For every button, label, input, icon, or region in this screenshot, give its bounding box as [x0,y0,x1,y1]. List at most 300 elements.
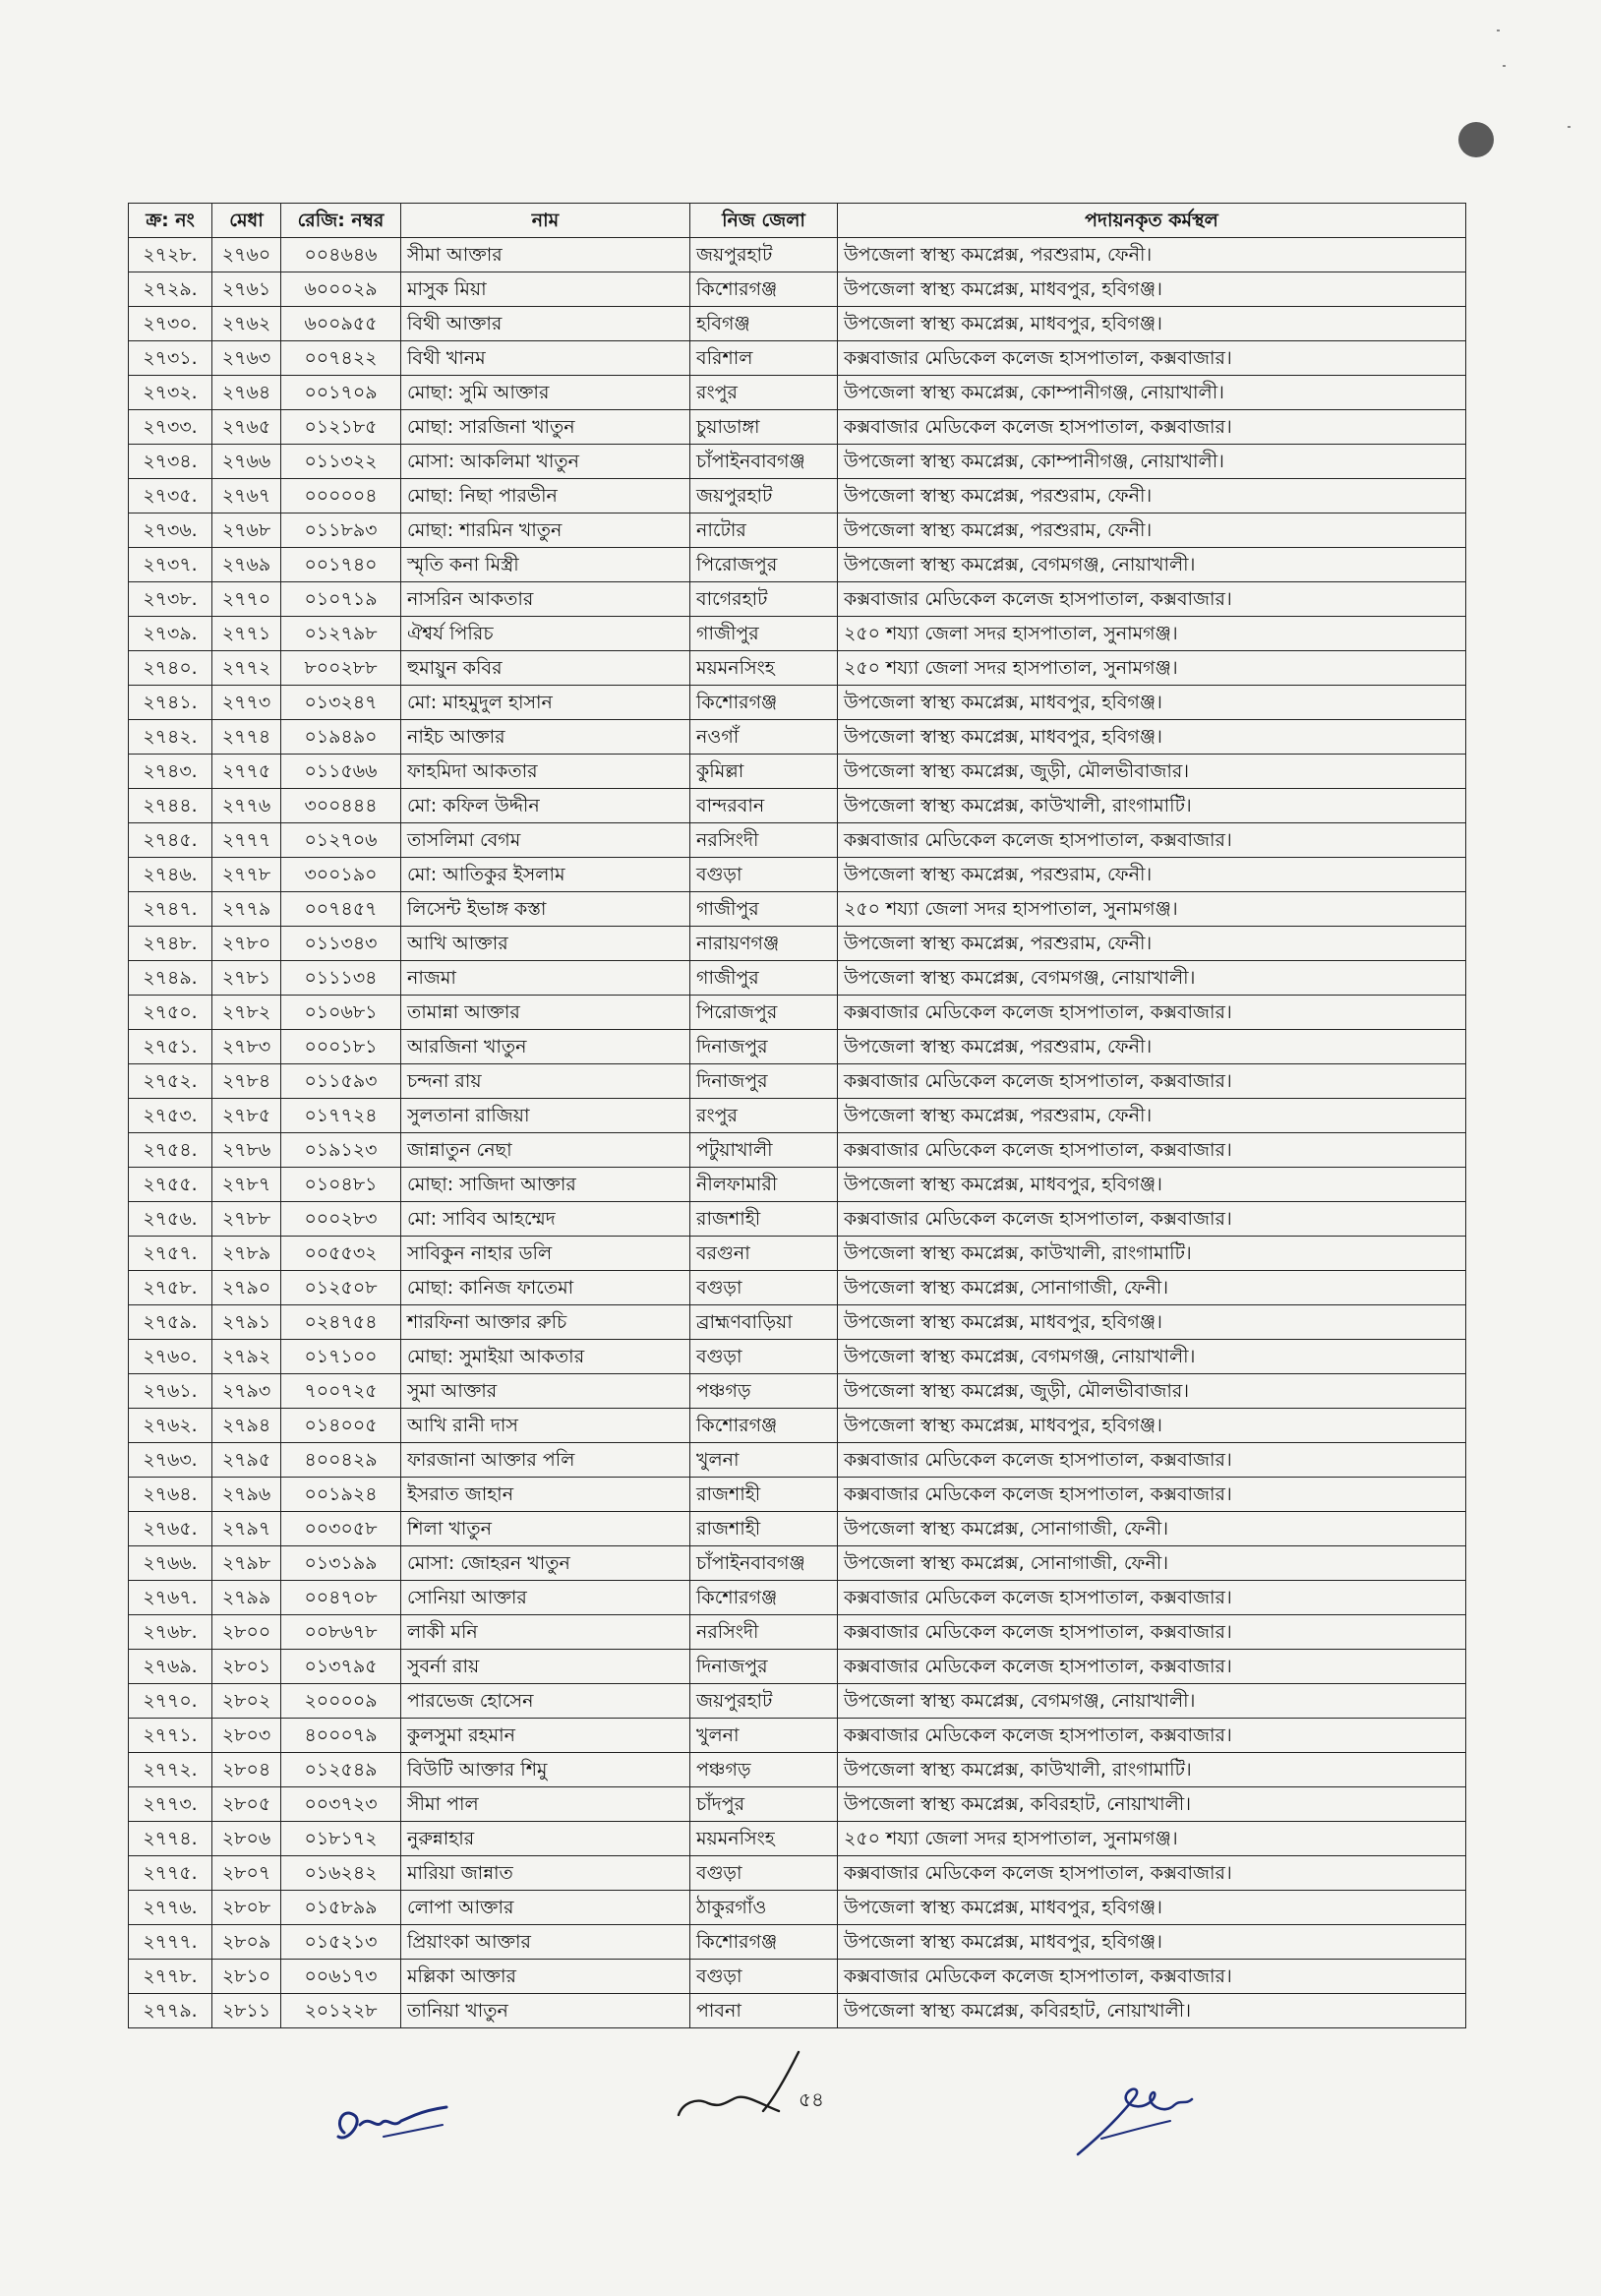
cell-reg-number: ০০৮৬৭৮ [281,1615,401,1650]
cell-home-district: গাজীপুর [690,617,838,651]
cell-name: স্মৃতি কনা মিস্ত্রী [401,548,690,582]
table-row [129,1512,1466,1546]
cell-home-district: রাজশাহী [690,1512,838,1546]
cell-merit: ২৭৯১ [212,1305,281,1340]
cell-name: ঐশ্বর্য পিরিচ [401,617,690,651]
page-number: ৫৪ [799,2087,824,2111]
cell-name: বিথী আক্তার [401,307,690,341]
cell-merit: ২৭৮৭ [212,1168,281,1202]
cell-name: সুমা আক্তার [401,1374,690,1409]
cell-name: মল্লিকা আক্তার [401,1960,690,1994]
cell-serial: ২৭২৮. [129,238,212,272]
cell-home-district: বগুড়া [690,1960,838,1994]
cell-reg-number: ৬০০৯৫৫ [281,307,401,341]
cell-reg-number: ০১১৫৯৩ [281,1064,401,1099]
cell-home-district: ময়মনসিংহ [690,1822,838,1856]
cell-reg-number: ০১২১৮৫ [281,410,401,445]
cell-reg-number: ০১২৫৪৯ [281,1753,401,1787]
cell-merit: ২৮০৪ [212,1753,281,1787]
cell-posted-workplace: কক্সবাজার মেডিকেল কলেজ হাসপাতাল, কক্সবাজার। [838,823,1466,858]
cell-merit: ২৭৬৫ [212,410,281,445]
cell-reg-number: ০১২৭০৬ [281,823,401,858]
cell-serial: ২৭৩৮. [129,582,212,617]
cell-reg-number: ০১৫২১৩ [281,1925,401,1960]
cell-posted-workplace: উপজেলা স্বাস্থ্য কমপ্লেক্স, বেগমগঞ্জ, নোয়াখালী। [838,1684,1466,1719]
cell-merit: ২৮০৯ [212,1925,281,1960]
cell-name: ইসরাত জাহান [401,1478,690,1512]
cell-serial: ২৭৩৩. [129,410,212,445]
cell-posted-workplace: কক্সবাজার মেডিকেল কলেজ হাসপাতাল, কক্সবাজার। [838,996,1466,1030]
table-row [129,651,1466,686]
cell-name: মারিয়া জান্নাত [401,1856,690,1891]
cell-posted-workplace: উপজেলা স্বাস্থ্য কমপ্লেক্স, পরশুরাম, ফেনী। [838,858,1466,892]
cell-merit: ২৭৯৪ [212,1409,281,1443]
cell-name: প্রিয়াংকা আক্তার [401,1925,690,1960]
cell-reg-number: ০০৩০৫৮ [281,1512,401,1546]
cell-serial: ২৭৬৭. [129,1581,212,1615]
header-merit: মেধা [212,204,281,238]
cell-home-district: খুলনা [690,1719,838,1753]
cell-posted-workplace: উপজেলা স্বাস্থ্য কমপ্লেক্স, সোনাগাজী, ফেনী। [838,1271,1466,1305]
cell-reg-number: ০০১৯২৪ [281,1478,401,1512]
table-row [129,789,1466,823]
cell-merit: ২৭৬৬ [212,445,281,479]
scan-speck [1497,30,1500,31]
table-row [129,341,1466,376]
cell-name: মোছা: কানিজ ফাতেমা [401,1271,690,1305]
cell-posted-workplace: উপজেলা স্বাস্থ্য কমপ্লেক্স, মাধবপুর, হবিগঞ্জ। [838,272,1466,307]
cell-merit: ২৭৯৯ [212,1581,281,1615]
table-row [129,1787,1466,1822]
cell-merit: ২৭৭৬ [212,789,281,823]
cell-serial: ২৭৪৫. [129,823,212,858]
cell-posted-workplace: উপজেলা স্বাস্থ্য কমপ্লেক্স, বেগমগঞ্জ, নোয়াখালী। [838,1340,1466,1374]
cell-merit: ২৭৮৯ [212,1237,281,1271]
table-row [129,1478,1466,1512]
table-row [129,1546,1466,1581]
cell-merit: ২৮০২ [212,1684,281,1719]
cell-home-district: জয়পুরহাট [690,238,838,272]
cell-home-district: হবিগঞ্জ [690,307,838,341]
cell-merit: ২৭৭৭ [212,823,281,858]
table-row [129,823,1466,858]
cell-posted-workplace: কক্সবাজার মেডিকেল কলেজ হাসপাতাল, কক্সবাজার। [838,1719,1466,1753]
punch-hole [1458,122,1494,157]
cell-reg-number: ০০৪৭০৮ [281,1581,401,1615]
cell-name: মোছা: সারজিনা খাতুন [401,410,690,445]
cell-home-district: রাজশাহী [690,1202,838,1237]
cell-reg-number: ৭০০৭২৫ [281,1374,401,1409]
cell-posted-workplace: কক্সবাজার মেডিকেল কলেজ হাসপাতাল, কক্সবাজার। [838,1443,1466,1478]
cell-name: কুলসুমা রহমান [401,1719,690,1753]
cell-posted-workplace: উপজেলা স্বাস্থ্য কমপ্লেক্স, মাধবপুর, হবিগঞ্জ। [838,1168,1466,1202]
cell-home-district: নাটোর [690,514,838,548]
cell-name: মোছা: নিছা পারভীন [401,479,690,514]
cell-serial: ২৭৭৪. [129,1822,212,1856]
cell-reg-number: ০০৭৪২২ [281,341,401,376]
cell-merit: ২৭৭৫ [212,755,281,789]
cell-reg-number: ০০১৭৪০ [281,548,401,582]
cell-reg-number: ৩০০৪৪৪ [281,789,401,823]
cell-name: মো: আতিকুর ইসলাম [401,858,690,892]
cell-posted-workplace: উপজেলা স্বাস্থ্য কমপ্লেক্স, কাউখালী, রাংগামাটি। [838,1237,1466,1271]
table-row [129,1271,1466,1305]
cell-home-district: পটুয়াখালী [690,1133,838,1168]
cell-home-district: গাজীপুর [690,892,838,927]
cell-merit: ২৭৮৮ [212,1202,281,1237]
cell-home-district: দিনাজপুর [690,1030,838,1064]
signature-middle [669,2046,816,2145]
table-row [129,1064,1466,1099]
cell-home-district: বগুড়া [690,858,838,892]
cell-posted-workplace: উপজেলা স্বাস্থ্য কমপ্লেক্স, মাধবপুর, হবিগঞ্জ। [838,1891,1466,1925]
cell-reg-number: ০১২৭৯৮ [281,617,401,651]
table-row [129,1340,1466,1374]
cell-home-district: পিরোজপুর [690,548,838,582]
cell-serial: ২৭৬৫. [129,1512,212,1546]
cell-serial: ২৭৭৩. [129,1787,212,1822]
header-row [129,204,1466,238]
cell-posted-workplace: উপজেলা স্বাস্থ্য কমপ্লেক্স, কোম্পানীগঞ্জ, নোয়াখালী। [838,376,1466,410]
cell-name: ফারজানা আক্তার পলি [401,1443,690,1478]
cell-merit: ২৭৮৩ [212,1030,281,1064]
cell-serial: ২৭৪৯. [129,961,212,996]
cell-serial: ২৭৩১. [129,341,212,376]
cell-home-district: কিশোরগঞ্জ [690,272,838,307]
header-serial: ক্র: নং [129,204,212,238]
cell-merit: ২৭৭২ [212,651,281,686]
cell-posted-workplace: উপজেলা স্বাস্থ্য কমপ্লেক্স, জুড়ী, মৌলভীবাজার। [838,1374,1466,1409]
cell-posted-workplace: ২৫০ শয্যা জেলা সদর হাসপাতাল, সুনামগঞ্জ। [838,1822,1466,1856]
header-posted-workplace: পদায়নকৃত কর্মস্থল [838,204,1466,238]
cell-serial: ২৭৫৮. [129,1271,212,1305]
signature-left [325,2085,462,2164]
cell-posted-workplace: উপজেলা স্বাস্থ্য কমপ্লেক্স, পরশুরাম, ফেনী। [838,927,1466,961]
cell-home-district: নীলফামারী [690,1168,838,1202]
cell-serial: ২৭৩২. [129,376,212,410]
cell-posted-workplace: উপজেলা স্বাস্থ্য কমপ্লেক্স, কাউখালী, রাংগামাটি। [838,789,1466,823]
cell-home-district: নারায়ণগঞ্জ [690,927,838,961]
cell-posted-workplace: উপজেলা স্বাস্থ্য কমপ্লেক্স, পরশুরাম, ফেনী। [838,514,1466,548]
cell-reg-number: ০১১৮৯৩ [281,514,401,548]
table-row [129,1237,1466,1271]
table-row [129,582,1466,617]
cell-merit: ২৭৬২ [212,307,281,341]
cell-posted-workplace: উপজেলা স্বাস্থ্য কমপ্লেক্স, মাধবপুর, হবিগঞ্জ। [838,1409,1466,1443]
cell-posted-workplace: উপজেলা স্বাস্থ্য কমপ্লেক্স, পরশুরাম, ফেনী। [838,1099,1466,1133]
cell-reg-number: ০১৩১৯৯ [281,1546,401,1581]
cell-reg-number: ০০১৭০৯ [281,376,401,410]
cell-posted-workplace: কক্সবাজার মেডিকেল কলেজ হাসপাতাল, কক্সবাজার। [838,1960,1466,1994]
cell-name: শিলা খাতুন [401,1512,690,1546]
cell-home-district: নরসিংদী [690,1615,838,1650]
cell-posted-workplace: উপজেলা স্বাস্থ্য কমপ্লেক্স, সোনাগাজী, ফেনী। [838,1546,1466,1581]
cell-serial: ২৭৪৬. [129,858,212,892]
cell-home-district: বগুড়া [690,1340,838,1374]
cell-reg-number: ৩০০১৯০ [281,858,401,892]
table-row [129,445,1466,479]
cell-merit: ২৭৯৫ [212,1443,281,1478]
cell-serial: ২৭৫৭. [129,1237,212,1271]
cell-posted-workplace: উপজেলা স্বাস্থ্য কমপ্লেক্স, পরশুরাম, ফেনী। [838,238,1466,272]
cell-serial: ২৭৩৫. [129,479,212,514]
table-row [129,1615,1466,1650]
cell-reg-number: ০১২৫০৮ [281,1271,401,1305]
cell-home-district: চুয়াডাঙ্গা [690,410,838,445]
cell-name: তানিয়া খাতুন [401,1994,690,2028]
table-row [129,1960,1466,1994]
cell-name: সুবর্না রায় [401,1650,690,1684]
header-name: নাম [401,204,690,238]
cell-serial: ২৭৫৫. [129,1168,212,1202]
cell-merit: ২৭৮১ [212,961,281,996]
cell-posted-workplace: উপজেলা স্বাস্থ্য কমপ্লেক্স, পরশুরাম, ফেনী। [838,479,1466,514]
cell-home-district: পঞ্চগড় [690,1753,838,1787]
cell-merit: ২৭৬৪ [212,376,281,410]
cell-reg-number: ৪০০৪২৯ [281,1443,401,1478]
cell-name: লাকী মনি [401,1615,690,1650]
table-row [129,238,1466,272]
cell-merit: ২৮০৮ [212,1891,281,1925]
cell-merit: ২৭৭০ [212,582,281,617]
cell-serial: ২৭৩৯. [129,617,212,651]
cell-name: মো: সাবিব আহম্মেদ [401,1202,690,1237]
cell-reg-number: ০১৩৭৯৫ [281,1650,401,1684]
cell-reg-number: ০০০২৮৩ [281,1202,401,1237]
cell-home-district: দিনাজপুর [690,1650,838,1684]
cell-name: সোনিয়া আক্তার [401,1581,690,1615]
cell-merit: ২৭৭৮ [212,858,281,892]
cell-name: চন্দনা রায় [401,1064,690,1099]
cell-serial: ২৭৬০. [129,1340,212,1374]
cell-posted-workplace: কক্সবাজার মেডিকেল কলেজ হাসপাতাল, কক্সবাজার। [838,1202,1466,1237]
scan-speck [1568,126,1571,128]
cell-home-district: নওগাঁ [690,720,838,755]
table-row [129,996,1466,1030]
cell-home-district: বাগেরহাট [690,582,838,617]
cell-home-district: জয়পুরহাট [690,479,838,514]
cell-reg-number: ৮০০২৮৮ [281,651,401,686]
table-row [129,1684,1466,1719]
cell-reg-number: ০০৫৫৩২ [281,1237,401,1271]
table-row [129,617,1466,651]
cell-serial: ২৭৩৪. [129,445,212,479]
cell-home-district: কিশোরগঞ্জ [690,1409,838,1443]
cell-serial: ২৭৭৭. [129,1925,212,1960]
cell-name: লোপা আক্তার [401,1891,690,1925]
table-row [129,720,1466,755]
cell-home-district: বগুড়া [690,1271,838,1305]
cell-home-district: পিরোজপুর [690,996,838,1030]
cell-serial: ২৭৭২. [129,1753,212,1787]
cell-reg-number: ২০০০০৯ [281,1684,401,1719]
cell-reg-number: ০১৮১৭২ [281,1822,401,1856]
cell-serial: ২৭৩০. [129,307,212,341]
cell-home-district: নরসিংদী [690,823,838,858]
cell-reg-number: ০১১৩২২ [281,445,401,479]
cell-name: মোছা: সাজিদা আক্তার [401,1168,690,1202]
cell-home-district: পাবনা [690,1994,838,2028]
cell-merit: ২৮০৬ [212,1822,281,1856]
cell-serial: ২৭৬২. [129,1409,212,1443]
table-row [129,1822,1466,1856]
cell-serial: ২৭৪৩. [129,755,212,789]
cell-reg-number: ০০৩৭২৩ [281,1787,401,1822]
cell-merit: ২৭৬৯ [212,548,281,582]
cell-serial: ২৭৪৪. [129,789,212,823]
cell-merit: ২৭৮৫ [212,1099,281,1133]
cell-merit: ২৭৬৭ [212,479,281,514]
cell-merit: ২৭৯২ [212,1340,281,1374]
cell-serial: ২৭৬৬. [129,1546,212,1581]
table-row [129,755,1466,789]
cell-reg-number: ০০৬১৭৩ [281,1960,401,1994]
cell-serial: ২৭৬৪. [129,1478,212,1512]
cell-home-district: দিনাজপুর [690,1064,838,1099]
cell-serial: ২৭৬১. [129,1374,212,1409]
cell-posted-workplace: কক্সবাজার মেডিকেল কলেজ হাসপাতাল, কক্সবাজার। [838,1133,1466,1168]
cell-merit: ২৭৭৯ [212,892,281,927]
cell-name: সাবিকুন নাহার ডলি [401,1237,690,1271]
cell-posted-workplace: কক্সবাজার মেডিকেল কলেজ হাসপাতাল, কক্সবাজার। [838,410,1466,445]
posting-table [128,203,1466,2028]
table-row [129,1891,1466,1925]
cell-name: আখি রানী দাস [401,1409,690,1443]
cell-merit: ২৮০৫ [212,1787,281,1822]
table-row [129,1856,1466,1891]
cell-reg-number: ০১৪০০৫ [281,1409,401,1443]
scan-speck [1503,65,1506,67]
table-row [129,1030,1466,1064]
cell-name: মাসুক মিয়া [401,272,690,307]
cell-merit: ২৭৯৮ [212,1546,281,1581]
cell-posted-workplace: উপজেলা স্বাস্থ্য কমপ্লেক্স, কোম্পানীগঞ্জ, নোয়াখালী। [838,445,1466,479]
cell-reg-number: ০০০০০৪ [281,479,401,514]
cell-merit: ২৭৬১ [212,272,281,307]
cell-posted-workplace: উপজেলা স্বাস্থ্য কমপ্লেক্স, কবিরহাট, নোয়াখালী। [838,1787,1466,1822]
cell-posted-workplace: ২৫০ শয্যা জেলা সদর হাসপাতাল, সুনামগঞ্জ। [838,892,1466,927]
cell-reg-number: ০০০১৮১ [281,1030,401,1064]
cell-posted-workplace: উপজেলা স্বাস্থ্য কমপ্লেক্স, মাধবপুর, হবিগঞ্জ। [838,686,1466,720]
cell-merit: ২৮০০ [212,1615,281,1650]
cell-home-district: রাজশাহী [690,1478,838,1512]
cell-merit: ২৭৭১ [212,617,281,651]
cell-name: বিথী খানম [401,341,690,376]
cell-posted-workplace: কক্সবাজার মেডিকেল কলেজ হাসপাতাল, কক্সবাজার। [838,582,1466,617]
cell-serial: ২৭৭০. [129,1684,212,1719]
cell-posted-workplace: কক্সবাজার মেডিকেল কলেজ হাসপাতাল, কক্সবাজার। [838,1615,1466,1650]
table-row [129,686,1466,720]
cell-serial: ২৭৭১. [129,1719,212,1753]
cell-posted-workplace: কক্সবাজার মেডিকেল কলেজ হাসপাতাল, কক্সবাজার। [838,1581,1466,1615]
cell-merit: ২৭৭৪ [212,720,281,755]
cell-home-district: রংপুর [690,376,838,410]
header-home-district: নিজ জেলা [690,204,838,238]
table-row [129,307,1466,341]
cell-posted-workplace: কক্সবাজার মেডিকেল কলেজ হাসপাতাল, কক্সবাজার। [838,1856,1466,1891]
cell-home-district: কিশোরগঞ্জ [690,1581,838,1615]
table-row [129,514,1466,548]
cell-reg-number: ০১৯১২৩ [281,1133,401,1168]
cell-merit: ২৮০১ [212,1650,281,1684]
cell-reg-number: ২০১২২৮ [281,1994,401,2028]
cell-name: মোছা: সুমি আক্তার [401,376,690,410]
cell-serial: ২৭৭৮. [129,1960,212,1994]
cell-reg-number: ৬০০০২৯ [281,272,401,307]
cell-reg-number: ০১৭১০০ [281,1340,401,1374]
cell-name: তাসলিমা বেগম [401,823,690,858]
header-reg-number: রেজি: নম্বর [281,204,401,238]
cell-home-district: চাঁদপুর [690,1787,838,1822]
cell-reg-number: ০১০৪৮১ [281,1168,401,1202]
cell-name: মো: কফিল উদ্দীন [401,789,690,823]
cell-merit: ২৭৯৭ [212,1512,281,1546]
cell-posted-workplace: উপজেলা স্বাস্থ্য কমপ্লেক্স, মাধবপুর, হবিগঞ্জ। [838,1305,1466,1340]
cell-reg-number: ০২৪৭৫৪ [281,1305,401,1340]
cell-name: শারফিনা আক্তার রুচি [401,1305,690,1340]
cell-merit: ২৭৮৬ [212,1133,281,1168]
cell-name: হুমায়ুন কবির [401,651,690,686]
cell-name: নাইচ আক্তার [401,720,690,755]
table-header [129,204,1466,238]
table-row [129,1409,1466,1443]
cell-merit: ২৭৬০ [212,238,281,272]
table-row [129,1994,1466,2028]
cell-posted-workplace: ২৫০ শয্যা জেলা সদর হাসপাতাল, সুনামগঞ্জ। [838,651,1466,686]
cell-serial: ২৭৫০. [129,996,212,1030]
cell-posted-workplace: উপজেলা স্বাস্থ্য কমপ্লেক্স, বেগমগঞ্জ, নোয়াখালী। [838,548,1466,582]
cell-serial: ২৭৪২. [129,720,212,755]
cell-merit: ২৮০৩ [212,1719,281,1753]
table-row [129,548,1466,582]
cell-posted-workplace: কক্সবাজার মেডিকেল কলেজ হাসপাতাল, কক্সবাজার। [838,1478,1466,1512]
table-row [129,1099,1466,1133]
cell-serial: ২৭৪০. [129,651,212,686]
cell-home-district: বরগুনা [690,1237,838,1271]
cell-name: মো: মাহমুদুল হাসান [401,686,690,720]
cell-home-district: পঞ্চগড় [690,1374,838,1409]
cell-serial: ২৭৫২. [129,1064,212,1099]
cell-merit: ২৭৮০ [212,927,281,961]
cell-merit: ২৮১১ [212,1994,281,2028]
cell-reg-number: ০১১৫৬৬ [281,755,401,789]
table-row [129,927,1466,961]
cell-reg-number: ০১৩২৪৭ [281,686,401,720]
cell-home-district: গাজীপুর [690,961,838,996]
cell-home-district: কিশোরগঞ্জ [690,1925,838,1960]
cell-serial: ২৭৭৫. [129,1856,212,1891]
table-row [129,1374,1466,1409]
cell-name: নাসরিন আকতার [401,582,690,617]
cell-posted-workplace: উপজেলা স্বাস্থ্য কমপ্লেক্স, পরশুরাম, ফেনী। [838,1030,1466,1064]
table-row [129,1443,1466,1478]
signature-right [1072,2076,1200,2164]
cell-serial: ২৭২৯. [129,272,212,307]
cell-home-district: বান্দরবান [690,789,838,823]
cell-name: মোসা: জোহরন খাতুন [401,1546,690,1581]
cell-reg-number: ০১১৩৪৩ [281,927,401,961]
cell-posted-workplace: উপজেলা স্বাস্থ্য কমপ্লেক্স, মাধবপুর, হবিগঞ্জ। [838,720,1466,755]
table-row [129,272,1466,307]
cell-serial: ২৭৪৭. [129,892,212,927]
cell-reg-number: ০১৬২৪২ [281,1856,401,1891]
cell-name: জান্নাতুন নেছা [401,1133,690,1168]
table-row [129,1719,1466,1753]
cell-merit: ২৭৯০ [212,1271,281,1305]
cell-merit: ২৭৯৩ [212,1374,281,1409]
cell-home-district: চাঁপাইনবাবগঞ্জ [690,1546,838,1581]
cell-reg-number: ০১১১৩৪ [281,961,401,996]
